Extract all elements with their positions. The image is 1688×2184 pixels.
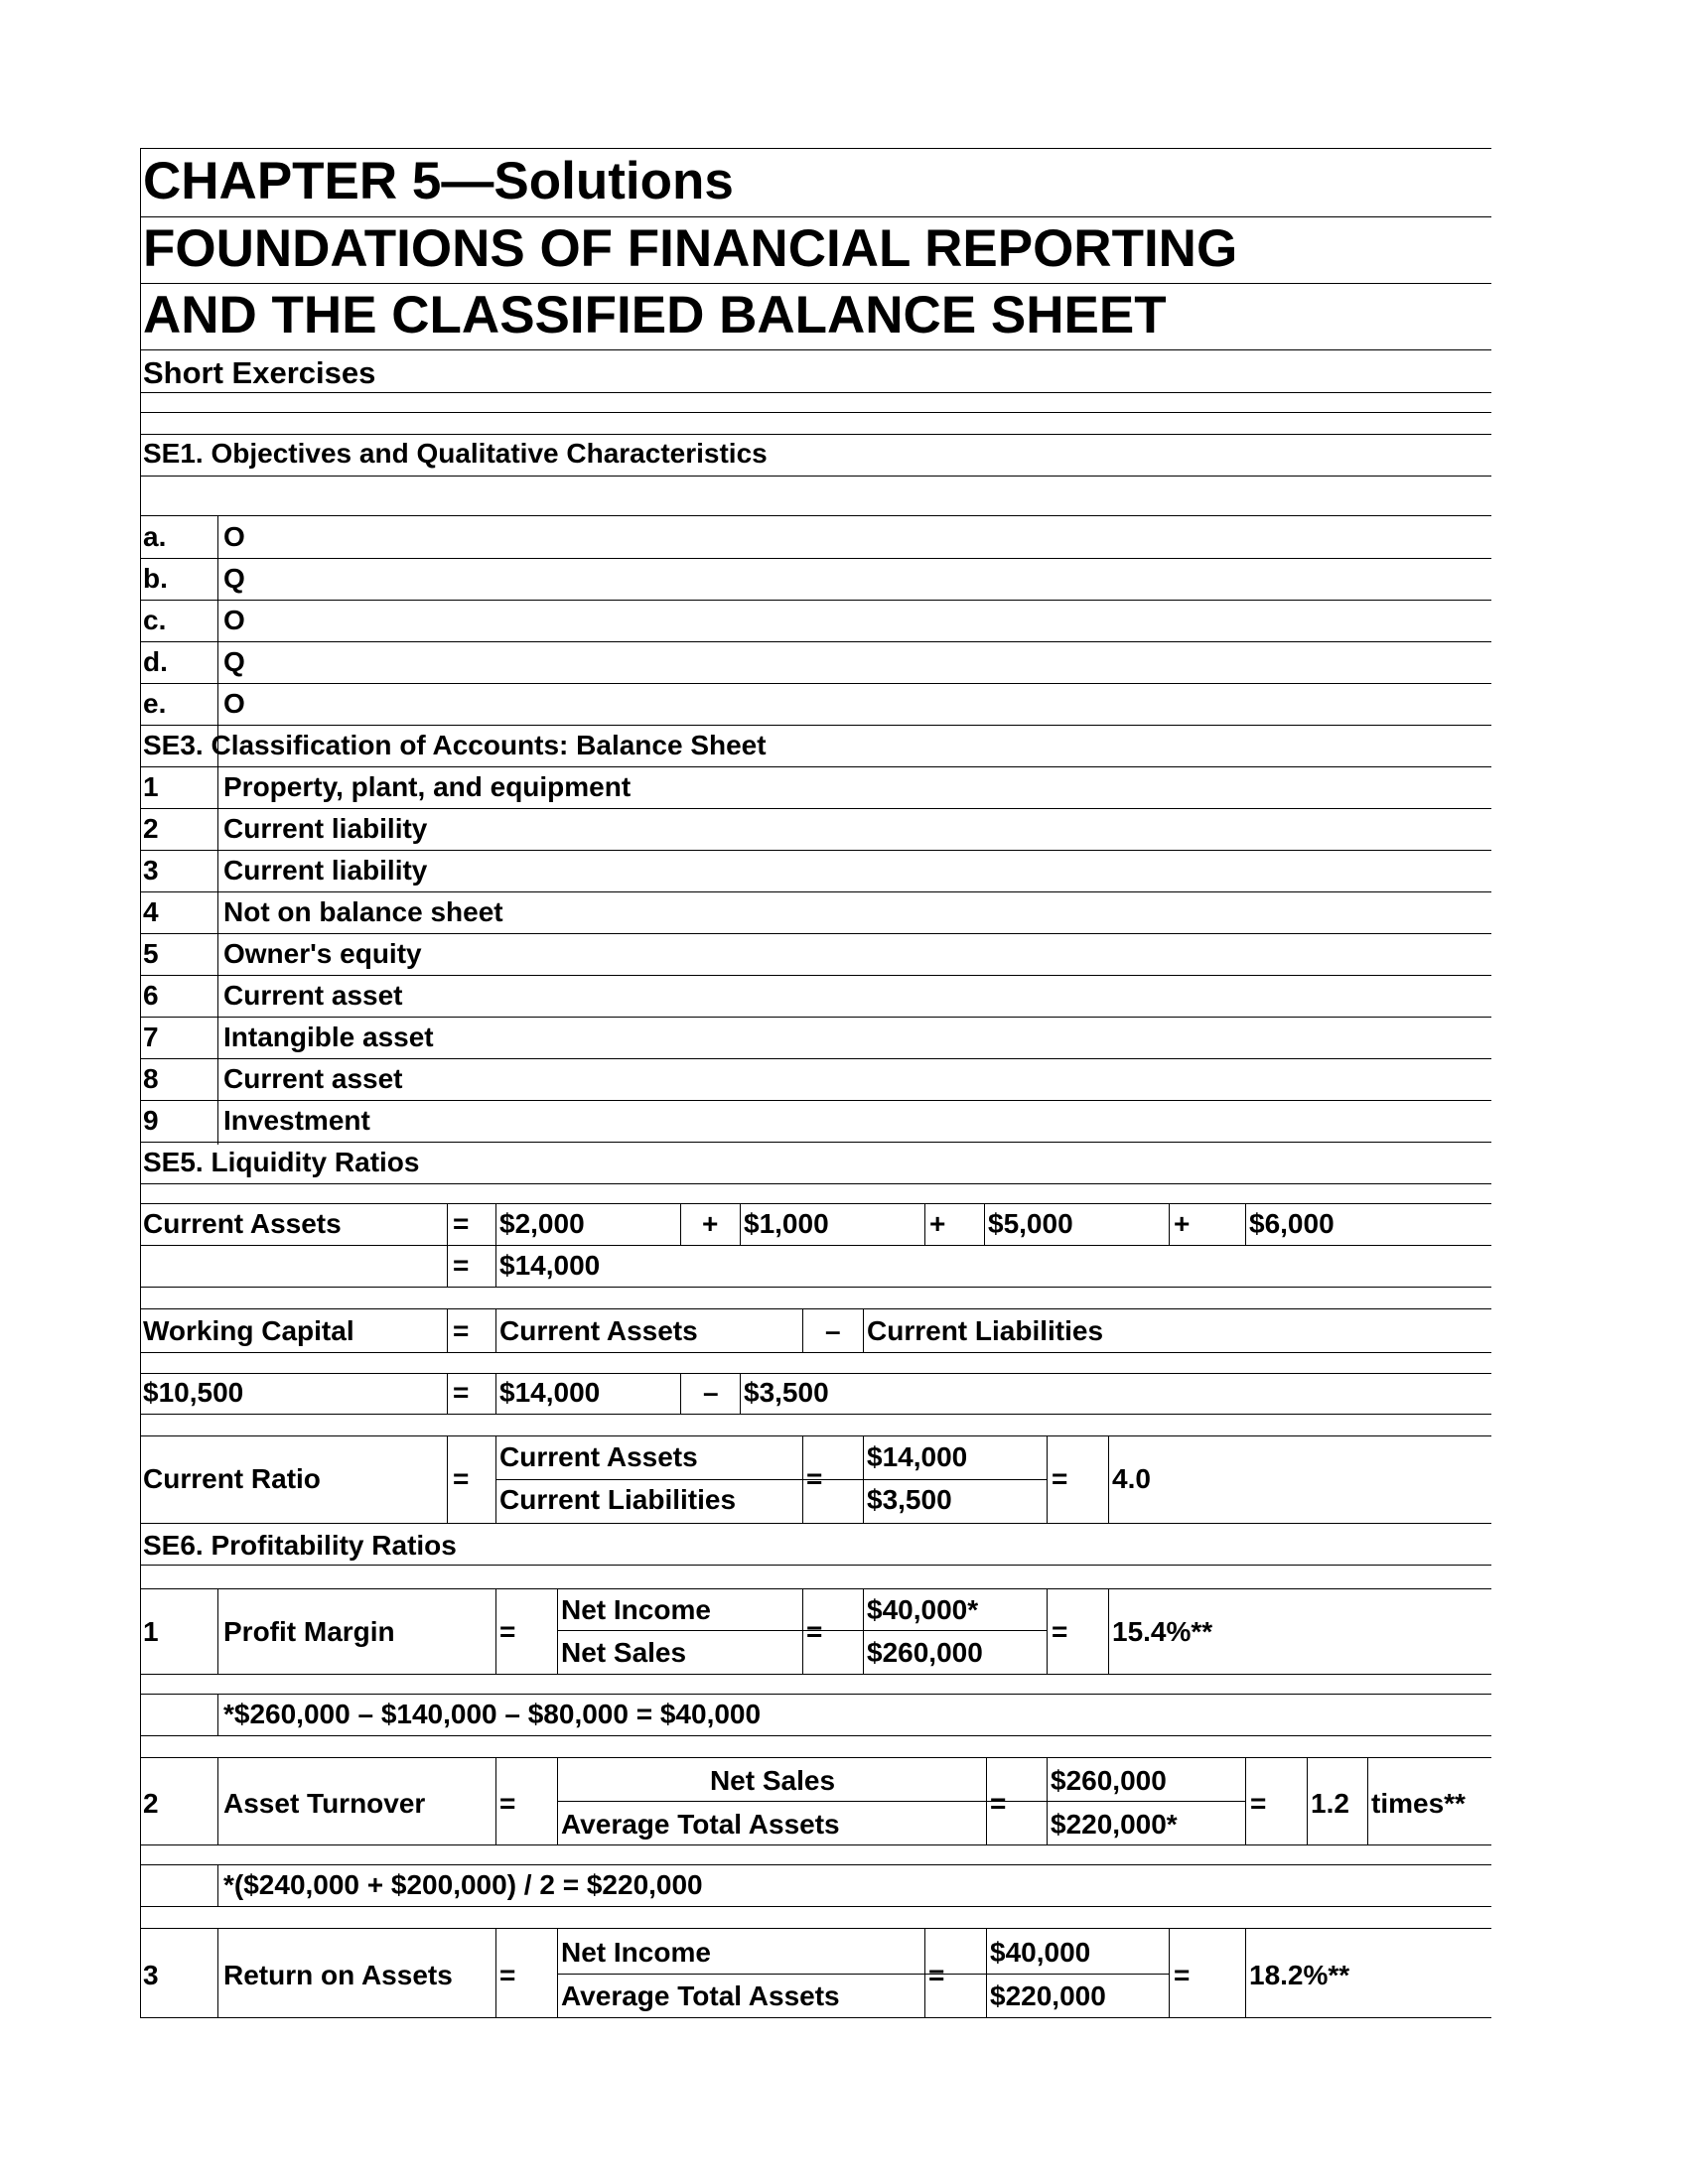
ratio-denominator: Average Total Assets bbox=[561, 1809, 840, 1840]
se3-row-label: 2 bbox=[143, 813, 159, 844]
ratio-denominator: Net Sales bbox=[561, 1637, 687, 1668]
ratio-denominator: Current Liabilities bbox=[499, 1484, 737, 1515]
minus-sign: – bbox=[703, 1377, 719, 1408]
se1-row-value: Q bbox=[223, 563, 245, 594]
current-ratio-result: 4.0 bbox=[1112, 1463, 1151, 1494]
minus-sign: – bbox=[825, 1315, 841, 1346]
se3-row-value: Current asset bbox=[223, 980, 403, 1011]
ratio-numerator: Current Assets bbox=[499, 1441, 698, 1472]
ratio-numerator-value: $260,000 bbox=[1051, 1765, 1167, 1796]
profit-margin-result: 15.4%** bbox=[1112, 1616, 1213, 1647]
ratio-denominator: Average Total Assets bbox=[561, 1980, 840, 2011]
title-line-2: FOUNDATIONS OF FINANCIAL REPORTING bbox=[143, 219, 1238, 278]
se1-row-value: Q bbox=[223, 646, 245, 677]
se3-row-value: Owner's equity bbox=[223, 938, 422, 969]
equals-sign: = bbox=[499, 1616, 516, 1647]
se1-row-value: O bbox=[223, 521, 245, 552]
ratio-denominator-value: $260,000 bbox=[867, 1637, 983, 1668]
profit-margin-label: Profit Margin bbox=[223, 1616, 395, 1647]
se1-row-value: O bbox=[223, 605, 245, 635]
ratio-numerator: Net Income bbox=[561, 1937, 711, 1968]
equals-sign: = bbox=[990, 1788, 1007, 1819]
equals-sign: = bbox=[499, 1788, 516, 1819]
equals-sign: = bbox=[1174, 1960, 1191, 1990]
equals-sign: = bbox=[928, 1960, 945, 1990]
se3-row-label: 8 bbox=[143, 1063, 159, 1094]
equals-sign: = bbox=[453, 1377, 470, 1408]
working-capital-result: $10,500 bbox=[143, 1377, 244, 1408]
equals-sign: = bbox=[1052, 1463, 1068, 1494]
se1-heading: SE1. Objectives and Qualitative Characteristics bbox=[143, 438, 768, 469]
ratio-denominator-value: $220,000 bbox=[990, 1980, 1106, 2011]
equals-sign: = bbox=[453, 1208, 470, 1239]
se3-row-label: 6 bbox=[143, 980, 159, 1011]
ratio-numerator-value: $40,000* bbox=[867, 1594, 979, 1625]
current-asset-value: $1,000 bbox=[744, 1208, 829, 1239]
se3-row-label: 3 bbox=[143, 855, 159, 886]
ratio-number: 2 bbox=[143, 1788, 159, 1819]
working-capital-term: Current Assets bbox=[499, 1315, 698, 1346]
se3-heading: SE3. Classification of Accounts: Balance Sheet bbox=[143, 730, 767, 760]
se3-row-value: Property, plant, and equipment bbox=[223, 771, 632, 802]
current-asset-value: $6,000 bbox=[1249, 1208, 1335, 1239]
subtitle: Short Exercises bbox=[143, 355, 376, 390]
se3-row-value: Intangible asset bbox=[223, 1022, 434, 1052]
se3-row-label: 5 bbox=[143, 938, 159, 969]
equals-sign: = bbox=[806, 1616, 823, 1647]
se3-row-label: 7 bbox=[143, 1022, 159, 1052]
working-capital-label: Working Capital bbox=[143, 1315, 354, 1346]
asset-turnover-label: Asset Turnover bbox=[223, 1788, 426, 1819]
plus-sign: + bbox=[929, 1208, 946, 1239]
working-capital-term: Current Liabilities bbox=[867, 1315, 1104, 1346]
ratio-numerator-value: $40,000 bbox=[990, 1937, 1091, 1968]
se3-row-label: 1 bbox=[143, 771, 159, 802]
ratio-denominator-value: $220,000* bbox=[1051, 1809, 1178, 1840]
equals-sign: = bbox=[1052, 1616, 1068, 1647]
current-asset-value: $2,000 bbox=[499, 1208, 585, 1239]
se6-heading: SE6. Profitability Ratios bbox=[143, 1530, 457, 1561]
current-assets-total: $14,000 bbox=[499, 1250, 601, 1281]
profit-margin-footnote: *$260,000 – $140,000 – $80,000 = $40,000 bbox=[223, 1699, 762, 1729]
equals-sign: = bbox=[806, 1463, 823, 1494]
se3-row-value: Current liability bbox=[223, 813, 428, 844]
ratio-numerator: Net Income bbox=[561, 1594, 711, 1625]
working-capital-value: $3,500 bbox=[744, 1377, 829, 1408]
se1-row-label: a. bbox=[143, 521, 167, 552]
ratio-denominator-value: $3,500 bbox=[867, 1484, 952, 1515]
current-asset-value: $5,000 bbox=[988, 1208, 1073, 1239]
return-on-assets-result: 18.2%** bbox=[1249, 1960, 1350, 1990]
ratio-number: 3 bbox=[143, 1960, 159, 1990]
plus-sign: + bbox=[702, 1208, 719, 1239]
equals-sign: = bbox=[453, 1250, 470, 1281]
se3-row-value: Current asset bbox=[223, 1063, 403, 1094]
current-assets-label: Current Assets bbox=[143, 1208, 342, 1239]
equals-sign: = bbox=[499, 1960, 516, 1990]
asset-turnover-unit: times** bbox=[1371, 1788, 1466, 1819]
se1-row-label: b. bbox=[143, 563, 168, 594]
se3-row-value: Not on balance sheet bbox=[223, 896, 503, 927]
se3-row-value: Investment bbox=[223, 1105, 370, 1136]
title-line-3: AND THE CLASSIFIED BALANCE SHEET bbox=[143, 286, 1167, 344]
se3-row-label: 4 bbox=[143, 896, 159, 927]
se1-row-label: c. bbox=[143, 605, 167, 635]
asset-turnover-result: 1.2 bbox=[1311, 1788, 1349, 1819]
plus-sign: + bbox=[1174, 1208, 1191, 1239]
working-capital-value: $14,000 bbox=[499, 1377, 601, 1408]
equals-sign: = bbox=[453, 1315, 470, 1346]
se1-row-label: d. bbox=[143, 646, 168, 677]
se1-row-label: e. bbox=[143, 688, 167, 719]
equals-sign: = bbox=[1250, 1788, 1267, 1819]
se1-row-value: O bbox=[223, 688, 245, 719]
chapter-title: CHAPTER 5—Solutions bbox=[143, 152, 734, 210]
se3-row-label: 9 bbox=[143, 1105, 159, 1136]
se3-row-value: Current liability bbox=[223, 855, 428, 886]
asset-turnover-footnote: *($240,000 + $200,000) / 2 = $220,000 bbox=[223, 1869, 703, 1900]
equals-sign: = bbox=[453, 1463, 470, 1494]
ratio-numerator-value: $14,000 bbox=[867, 1441, 968, 1472]
current-ratio-label: Current Ratio bbox=[143, 1463, 321, 1494]
ratio-number: 1 bbox=[143, 1616, 159, 1647]
return-on-assets-label: Return on Assets bbox=[223, 1960, 453, 1990]
ratio-numerator: Net Sales bbox=[709, 1765, 836, 1796]
se5-heading: SE5. Liquidity Ratios bbox=[143, 1147, 420, 1177]
